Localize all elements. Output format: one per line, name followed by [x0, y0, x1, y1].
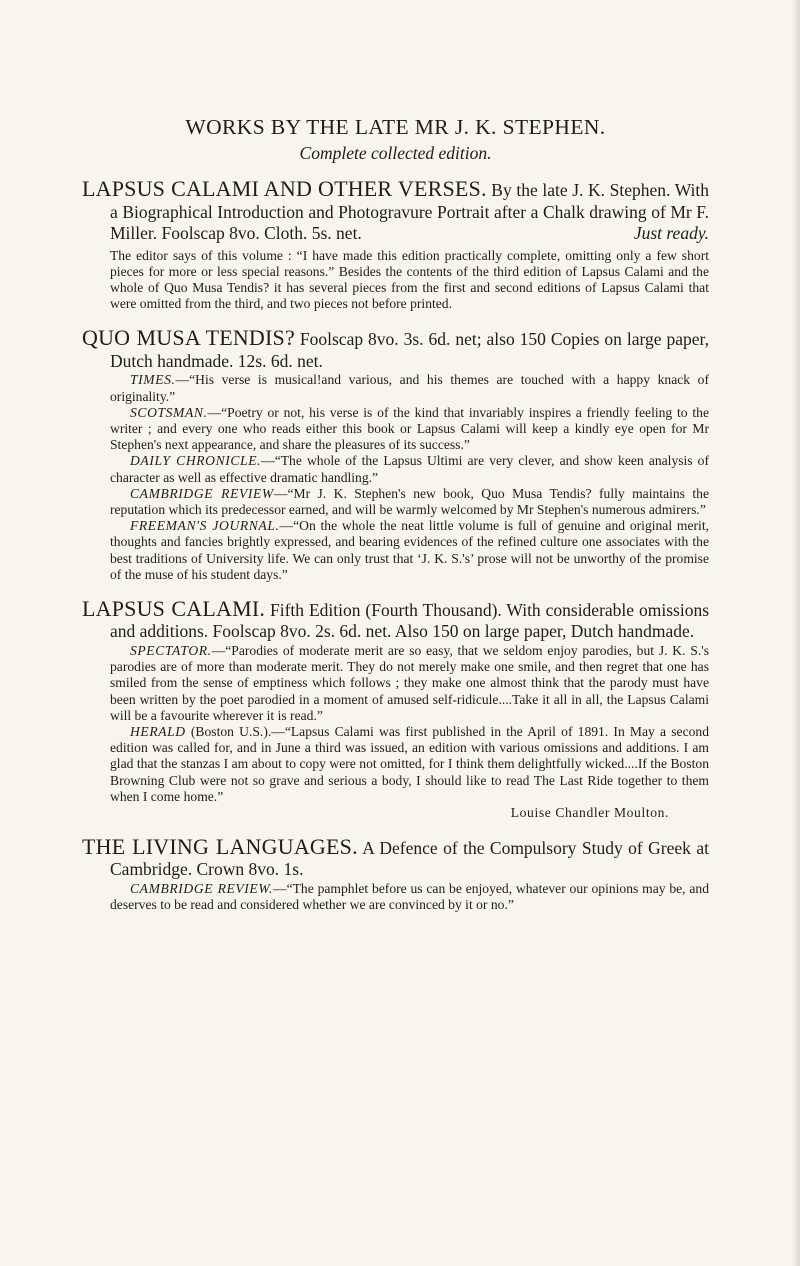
- review-source: SPECTATOR.: [130, 642, 212, 658]
- review-quote: [110, 372, 709, 404]
- review-quote: [110, 405, 709, 454]
- entry-title: LAPSUS CALAMI.: [82, 595, 266, 621]
- entry-title: QUO MUSA TENDIS?: [82, 325, 295, 351]
- review-quote: [110, 453, 709, 485]
- review-source: DAILY CHRONICLE.: [130, 453, 262, 469]
- review-text: —“The pamphlet before us can be enjoyed, whatever our opinions may be, and deserves to be read and considered whether we are convinced by it or no.”: [110, 880, 709, 913]
- catalogue-page: [82, 114, 709, 913]
- review-source: FREEMAN'S JOURNAL.: [130, 518, 280, 534]
- entry-description: Fifth Edition (Fourth Thousand). With considerable omissions and additions. Foolscap 8vo. 2s. 6d. net. Also 150 on large paper, Dutch handmade.: [110, 599, 710, 642]
- editor-note: The editor says of this volume : “I have made this edition practically complete, omitting only a few short pieces for more or less special reasons.” Besides the contents of the third edition of Lapsus Calami and the whole of Quo Musa Tendis? it has several pieces from the first and second editions of Lapsus Calami that were omitted from the third, and two pieces not before printed.: [110, 247, 709, 312]
- review-quote: [110, 881, 709, 913]
- review-text: —“On the whole the neat little volume is full of genuine and original merit, thoughts and fancies brightly expressed, and bearing evidences of the refined culture one associates with the best traditions of University life. We can only trust that ‘J. K. S.'s’ prose will not be unworthy of the promise of the muse of his student days.”: [110, 518, 709, 582]
- review-text: —“Parodies of moderate merit are so easy, that we seldom enjoy parodies, but J. K. S.'s parodies are of more than moderate merit. They do not merely make one smile, and then regret that one has smiled from the sense of emptiness which follows ; they make one almost think that the parody must have been written by the poet parodied in a moment of amused self-ridicule....Take it all in all, the Lapsus Calami will be a favourite wherever it is read.”: [110, 642, 709, 723]
- entry-description: A Defence of the Compulsory Study of Greek at Cambridge. Crown 8vo. 1s.: [110, 837, 709, 880]
- review-text: (Boston U.S.).—“Lapsus Calami was first published in the April of 1891. In May a second edition was called for, and in June a third was issued, an edition with various omissions and additions. I am glad that the stanzas I am about to copy were not omitted, for I think them delightfully wicked....If the Boston Browning Club were not so grave and serious a body, I should like to read The Last Ride together to them when I come home.”: [110, 723, 709, 804]
- review-source: TIMES.: [130, 372, 176, 388]
- page-title: WORKS BY THE LATE MR J. K. STEPHEN.: [185, 115, 606, 139]
- entry-description: Foolscap 8vo. 3s. 6d. net; also 150 Copies on large paper, Dutch handmade. 12s. 6d. net.: [110, 329, 709, 371]
- review-source: CAMBRIDGE REVIEW.: [130, 880, 273, 896]
- review-source: HERALD: [130, 723, 186, 739]
- page-edge-shadow: [792, 0, 800, 1266]
- review-text: —“His verse is musical!and various, and his themes are touched with a happy knack of originality.”: [110, 372, 709, 404]
- entry-quo-musa-tendis: [82, 327, 709, 372]
- entry-title: THE LIVING LANGUAGES.: [82, 833, 358, 859]
- review-source: SCOTSMAN.: [130, 404, 208, 420]
- review-text: —“Poetry or not, his verse is of the kind that invariably inspires a friendly feeling to the writer ; and every one who reads either this book or Lapsus Calami will keep a kindly eye open for Mr Stephen's next appearance, and share the pleasures of its success.”: [110, 404, 709, 453]
- page-subtitle: Complete collected edition.: [299, 143, 492, 163]
- review-signature: Louise Chandler Moulton.: [510, 804, 669, 820]
- review-quote: [110, 486, 709, 518]
- entry-title: LAPSUS CALAMI AND OTHER VERSES.: [82, 176, 487, 201]
- review-quote: [110, 518, 709, 583]
- review-quote: [110, 643, 709, 724]
- entry-the-living-languages: [82, 833, 709, 881]
- review-text: —“Mr J. K. Stephen's new book, Quo Musa Tendis? fully maintains the reputation which its predecessor earned, and will be warmly welcomed by Mr Stephen's numerous admirers.”: [110, 485, 709, 517]
- entry-lapsus-calami: [82, 595, 710, 643]
- review-source: CAMBRIDGE REVIEW: [130, 485, 274, 501]
- review-quote: [110, 724, 709, 805]
- entry-description: By the late J. K. Stephen. With a Biographical Introduction and Photogravure Portrait after a Chalk drawing of Mr F. Miller. Foolscap 8vo. Cloth. 5s. net.: [110, 180, 710, 243]
- availability-note: Just ready.: [633, 223, 709, 243]
- entry-lapsus-calami-and-other-verses: [82, 178, 709, 245]
- review-text: —“The whole of the Lapsus Ultimi are very clever, and show keen analysis of character as well as effective dramatic handling.”: [110, 453, 710, 485]
